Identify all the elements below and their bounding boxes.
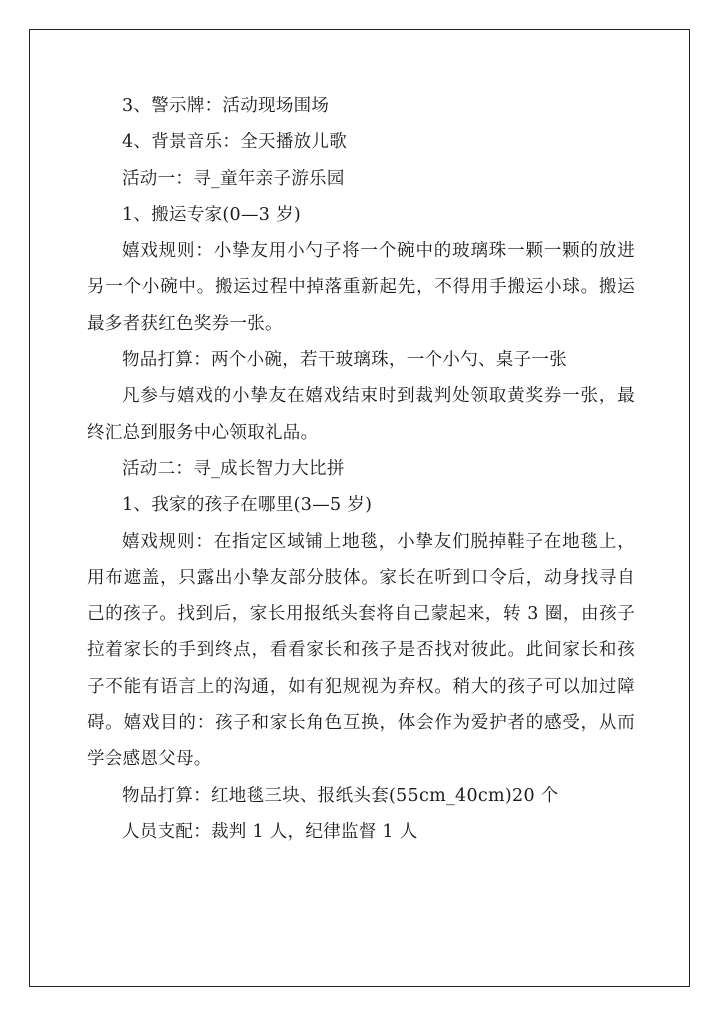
paragraph: 活动二：寻_成长智力大比拼 [122, 458, 345, 479]
paragraph: 凡参与嬉戏的小挚友在嬉戏结束时到裁判处领取黄奖券一张，最终汇总到服务中心领取礼品。 [87, 386, 635, 443]
paragraph: 物品打算：红地毯三块、报纸头套(55cm_40cm)20 个 [122, 785, 559, 806]
paragraph: 嬉戏规则：在指定区域铺上地毯，小挚友们脱掉鞋子在地毯上，用布遮盖，只露出小挚友部分肢体。家长在听到口令后，动身找寻自己的孩子。找到后，家长用报纸头套将自己蒙起来，转 3 圈，由孩子拉着家长的手到终点，看看家长和孩子是否找对彼此。此间家长和孩子不能有语言上的沟通，如有犯规视为弃权。稍大的孩子可以加过障碍。嬉戏目的：孩子和家长角色互换，体会作为爱护者的感受，从而学会感恩父母。 [87, 531, 635, 770]
paragraph: 嬉戏规则：小挚友用小勺子将一个碗中的玻璃珠一颗一颗的放进另一个小碗中。搬运过程中掉落重新起先，不得用手搬运小球。搬运最多者获红色奖券一张。 [87, 241, 635, 334]
paragraph: 3、警示牌：活动现场围场 [122, 96, 330, 116]
paragraph: 4、背景音乐：全天播放儿歌 [122, 132, 348, 153]
paragraph: 人员支配：裁判 1 人，纪律监督 1 人 [122, 821, 418, 842]
paragraph: 活动一：寻_童年亲子游乐园 [122, 168, 345, 189]
document-body [87, 88, 635, 850]
paragraph: 1、搬运专家(0—3 岁) [122, 204, 302, 225]
paragraph: 物品打算：两个小碗，若干玻璃珠，一个小勺、桌子一张 [122, 350, 567, 371]
paragraph: 1、我家的孩子在哪里(3—5 岁) [122, 495, 373, 516]
